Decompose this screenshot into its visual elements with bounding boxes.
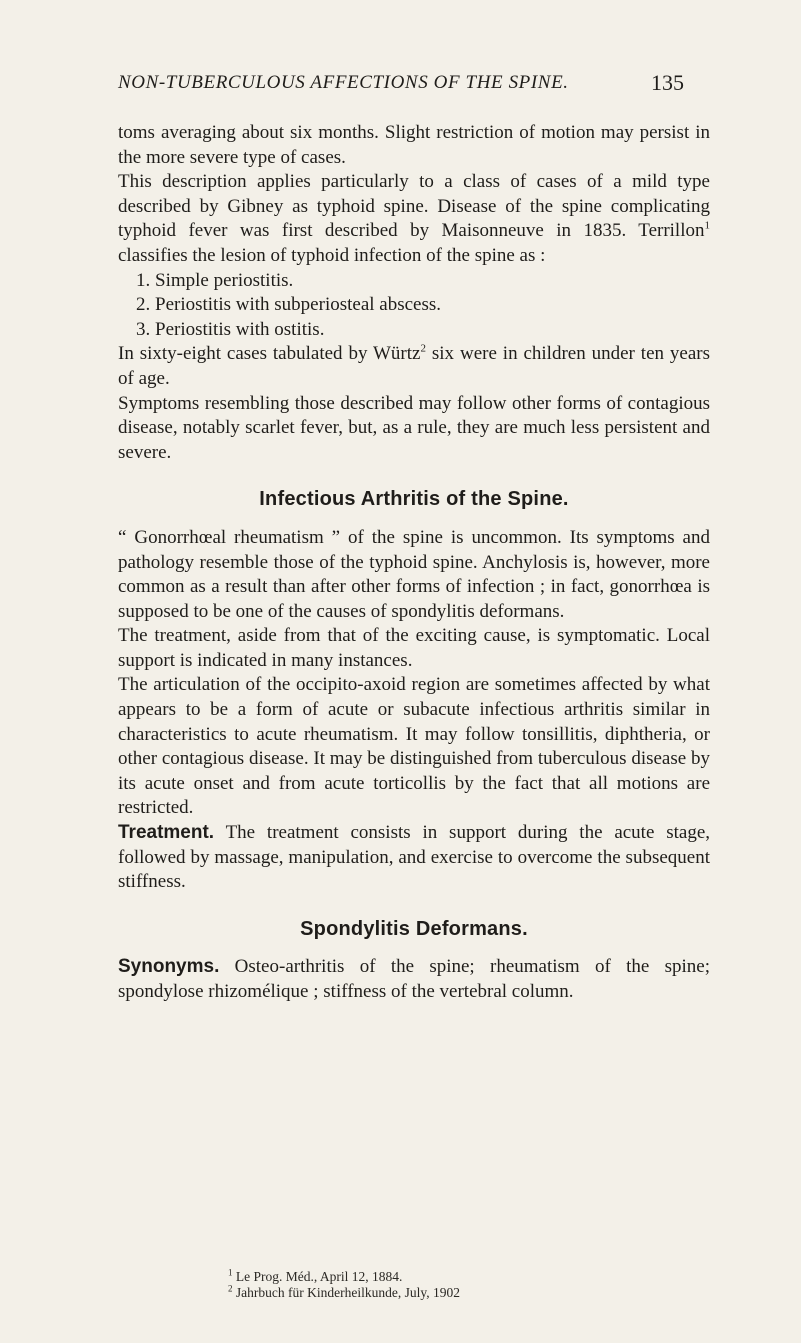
page-number: 135	[651, 70, 684, 95]
paragraph: “ Gonorrhœal rheumatism ” of the spine is uncommon. Its symptoms and pathology resemble those of the typhoid spine. Anchylosis is, however, more common as a result than after other forms of infection ; in fact, gonorrhœa is supposed to be one of the causes of spondylitis deformans.	[118, 526, 710, 622]
paragraph: This description applies particularly to a class of cases of a mild type described by Gibney as typhoid spine. Disease of the spine complicating typhoid fever was first described by Maisonneuve in 1835. Terrillon$^1$ classifies the lesion of typhoid infection of the spine as :	[118, 171, 710, 266]
paragraph: In sixty-eight cases tabulated by Würtz$^2$ six were in children under ten years of age.	[118, 343, 710, 389]
footnote: $^2$ Jahrbuch für Kinderheilkunde, July, 1902	[228, 1283, 460, 1300]
footnotes	[228, 1269, 460, 1301]
paragraph: Treatment. The treatment consists in support during the acute stage, followed by massage, manipulation, and exercise to overcome the subsequent stiffness.	[118, 822, 710, 893]
paragraph: The articulation of the occipito-axoid region are sometimes affected by what appears to be a form of acute or subacute infectious arthritis similar in characteristics to acute rheumatism. It may follow tonsillitis, diphtheria, or other contagious disease. It may be distinguished from tuberculous disease by its acute onset and from acute torticollis by the fact that all motions are restricted.	[118, 674, 710, 819]
paragraph: Synonyms. Osteo-arthritis of the spine; rheumatism of the spine; spondylose rhizomélique ; stiffness of the vertebral column.	[118, 956, 710, 1002]
section-heading: Infectious Arthritis of the Spine.	[259, 488, 569, 511]
list-item: 2. Periostitis with subperiosteal abscess.	[136, 294, 442, 316]
running-head	[118, 72, 684, 94]
page-body	[118, 121, 710, 1005]
footnote-ref: 1	[704, 220, 710, 233]
list-item: 1. Simple periostitis.	[136, 269, 294, 291]
paragraph: Symptoms resembling those described may follow other forms of contagious disease, notably scarlet fever, but, as a rule, they are much less persistent and severe.	[118, 392, 710, 463]
run-in-heading: Treatment.	[118, 822, 215, 844]
running-head-title: NON-TUBERCULOUS AFFECTIONS OF THE SPINE.	[118, 72, 569, 93]
section-heading: Spondylitis Deformans.	[300, 917, 528, 940]
paragraph: The treatment, aside from that of the exciting cause, is symptomatic. Local support is indicated in many instances.	[118, 625, 710, 671]
run-in-heading: Synonyms.	[118, 956, 220, 978]
list-item: 3. Periostitis with ostitis.	[136, 318, 325, 340]
footnote-ref: 2	[420, 343, 426, 356]
footnote: $^1$ Le Prog. Méd., April 12, 1884.	[228, 1267, 403, 1284]
paragraph: toms averaging about six months. Slight restriction of motion may persist in the more severe type of cases.	[118, 122, 710, 168]
